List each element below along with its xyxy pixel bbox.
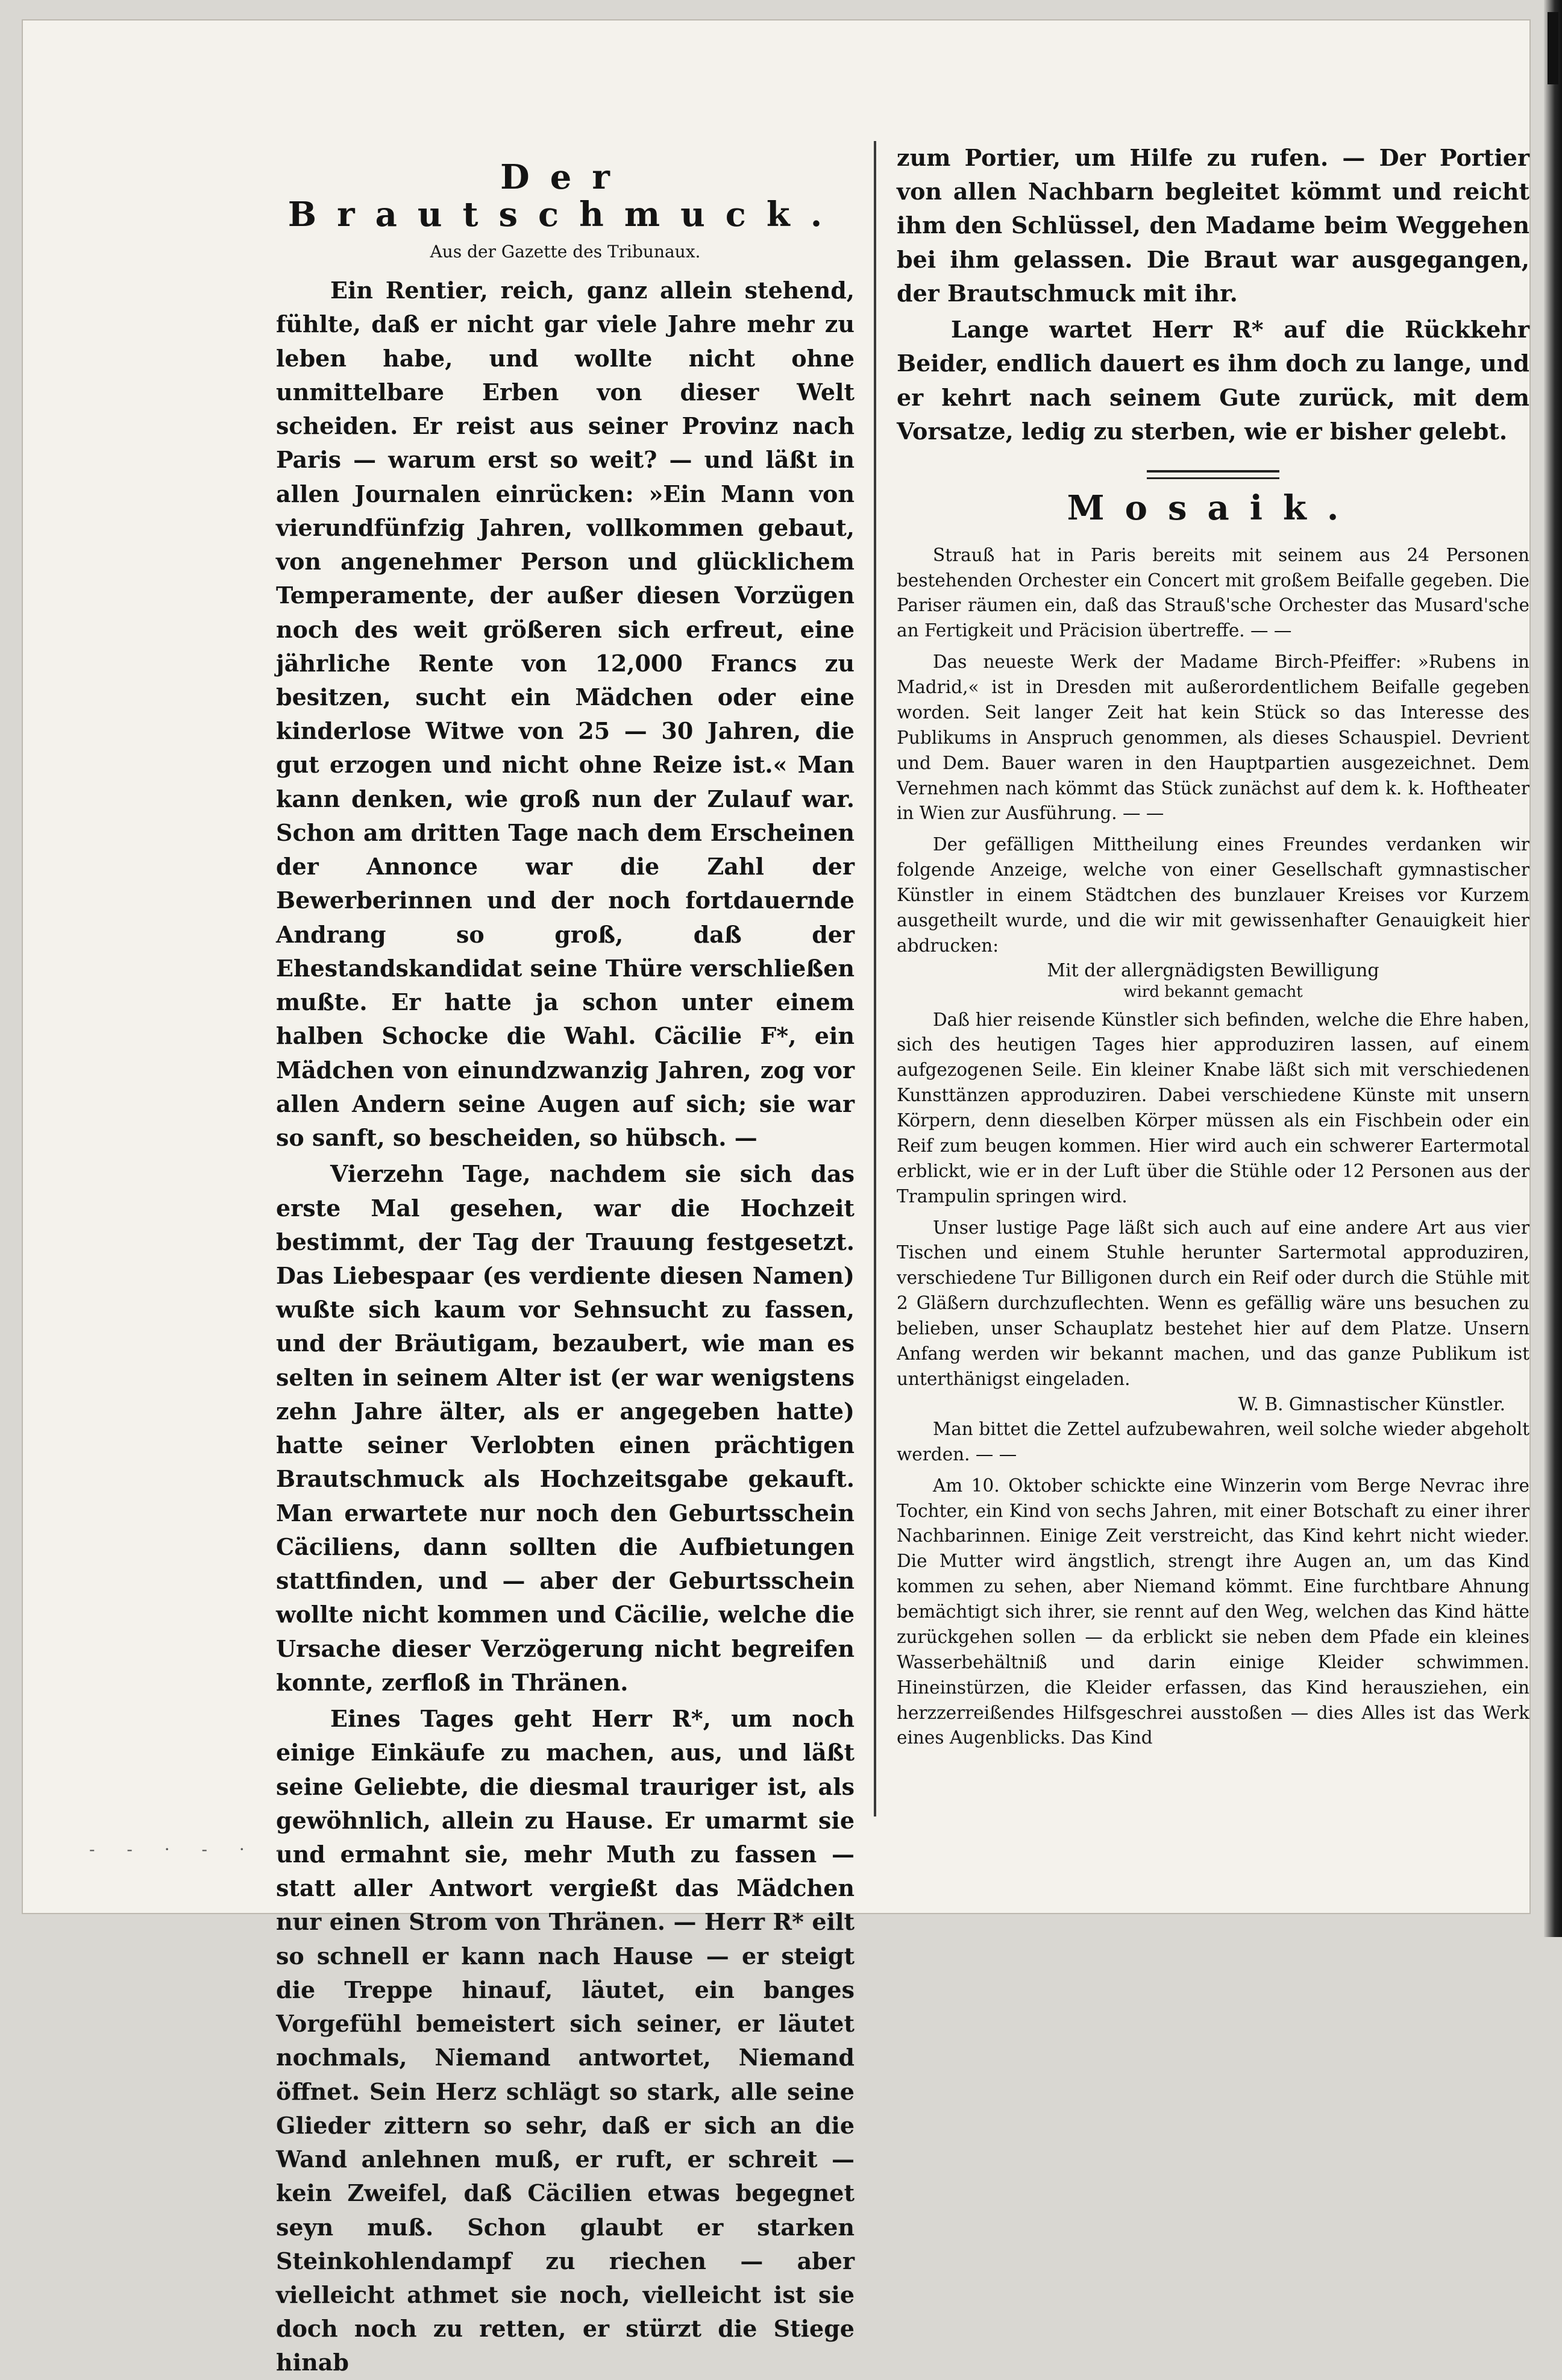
paragraph: Am 10. Oktober schickte eine Winzerin vom Berge Nevrac ihre Tochter, ein Kind von sechs Jahren, mit einer Botschaft zu einer ihrer Nachbarinnen. Einige Zeit verstreicht, das Kind kehrt nicht wieder. Die Mutter wird ängstlich, strengt ihre Augen an, um das Kind kommen zu sehen, aber Niemand kömmt. Eine furchtbare Ahnung bemächtigt sich ihrer, sie rennt auf den Weg, welchen das Kind hätte zurückgehen sollen — da erblickt sie neben dem Pfade ein kleines Wasserbehältniß und darin einige Kleider schwimmen. Hineinstürzen, die Kleider erfassen, das Kind herausziehen, ein herzzerreißendes Hilfsgeschrei ausstoßen — dies Alles ist das Werk eines Augenblicks. Das Kind	[897, 1475, 1529, 1748]
notice-subheading: wird bekannt gemacht	[1123, 982, 1303, 1001]
article-title: Der Brautschmuck.	[287, 157, 843, 234]
newspaper-page	[23, 20, 1529, 2376]
paragraph: Lange wartet Herr R* auf die Rückkehr Beider, endlich dauert es ihm doch zu lange, und er kehrt nach seinem Gute zurück, mit dem Vorsatze, ledig zu sterben, wie er bisher gelebt.	[897, 316, 1529, 445]
paragraph: Daß hier reisende Künstler sich befinden, welche die Ehre haben, sich des heutigen Tages hier approduziren lassen, auf einem aufgezogenen Seile. Ein kleiner Knabe läßt sich mit verschiedenen Kunsttänzen approduziren. Dabei verschiedene Künste mit unsern Körpern, denn dieselben Körper müssen als ein Fischbein oder ein Reif zum beugen kommen. Hier wird auch ein schwerer Eartermotal erblickt, wie er in der Luft über die Stühle oder 12 Personen aus der Trampulin springen wird.	[897, 1009, 1529, 1207]
paragraph: Eines Tages geht Herr R*, um noch einige Einkäufe zu machen, aus, und läßt seine Geliebte, die diesmal trauriger ist, als gewöhnlich, allein zu Hause. Er umarmt sie und ermahnt sie, mehr Muth zu fassen — statt aller Antwort vergießt das Mädchen nur einen Strom von Thränen. — Herr R* eilt so schnell er kann nach Hause — er steigt die Treppe hinauf, läutet, ein banges Vorgefühl bemeistert sich seiner, er läutet nochmals, Niemand antwortet, Niemand öffnet. Sein Herz schlägt so stark, alle seine Glieder zittern so sehr, daß er sich an die Wand anlehnen muß, er ruft, er schreit — kein Zweifel, daß Cäcilien etwas begegnet seyn muß. Schon glaubt er starken Steinkohlendampf zu riechen — aber vielleicht athmet sie noch, vielleicht ist sie doch noch zu retten, er stürzt die Stiege hinab	[276, 1705, 855, 2376]
article-continuation	[897, 141, 1529, 448]
scan-artifacts: - - · - · -	[89, 1839, 296, 1859]
notice-heading: Mit der allergnädigsten Bewilligung	[1047, 959, 1379, 981]
paragraph: Man bittet die Zettel aufzubewahren, weil solche wieder abgeholt werden. — —	[897, 1418, 1529, 1465]
paragraph: Unser lustige Page läßt sich auch auf eine andere Art aus vier Tischen und einem Stuhle herunter Sartermotal approduziren, verschiedene Tur Billigonen durch ein Reif oder durch die Stühle mit 2 Gläßern durchzuflechten. Wenn es gefällig wäre uns besuchen zu belieben, unser Schauplatz bestehet hier auf dem Platze. Unsern Anfang werden wir bekannt machen, und das ganze Publikum ist unterthänigst eingeladen.	[897, 1217, 1529, 1389]
paragraph: zum Portier, um Hilfe zu rufen. — Der Portier von allen Nachbarn begleitet kömmt und reicht ihm den Schlüssel, den Madame beim Weggehen bei ihm gelassen. Die Braut war ausgegangen, der Brautschmuck mit ihr.	[897, 144, 1529, 307]
paragraph: Das neueste Werk der Madame Birch-Pfeiffer: »Rubens in Madrid,« ist in Dresden mit außerordentlichem Beifalle gegeben worden. Seit langer Zeit hat kein Stück so das Interesse des Publikums in Anspruch genommen, als dieses Schauspiel. Devrient und Dem. Bauer waren in den Hauptpartien ausgezeichnet. Dem Vernehmen nach kömmt das Stück zunächst auf dem k. k. Hoftheater in Wien zur Ausführung. — —	[897, 652, 1529, 824]
mosaik-body	[897, 543, 1529, 1751]
notice-signature: W. B. Gimnastischer Künstler.	[1238, 1393, 1505, 1414]
page-edge	[1544, 0, 1562, 1937]
paragraph: Vierzehn Tage, nachdem sie sich das erste Mal gesehen, war die Hochzeit bestimmt, der Tag der Trauung festgesetzt. Das Liebespaar (es verdiente diesen Namen) wußte sich kaum vor Sehnsucht zu fassen, und der Bräutigam, bezaubert, wie man es selten in seinem Alter ist (er war wenigstens zehn Jahre älter, als er angegeben hatte) hatte seiner Verlobten einen prächtigen Brautschmuck als Hochzeitsgabe gekauft. Man erwartete nur noch den Geburtsschein Cäciliens, dann sollten die Aufbietungen stattfinden, und — aber der Geburtsschein wollte nicht kommen und Cäcilie, welche die Ursache dieser Verzögerung nicht begreifen konnte, zerfloß in Thränen.	[276, 1160, 855, 1696]
paragraph: Der gefälligen Mittheilung eines Freundes verdanken wir folgende Anzeige, welche von einer Gesellschaft gymnastischer Künstler in einem Städtchen des bunzlauer Kreises vor Kurzem ausgetheilt wurde, und die wir mit gewissenhafter Genauigkeit hier abdrucken:	[897, 834, 1529, 956]
section-divider	[1147, 470, 1279, 479]
right-column	[897, 141, 1529, 1937]
column-divider	[874, 141, 876, 1816]
section-title: Mosaik.	[1067, 488, 1360, 529]
article-subtitle: Aus der Gazette des Tribunaux.	[430, 242, 701, 262]
paragraph: Strauß hat in Paris bereits mit seinem aus 24 Personen bestehenden Orchester ein Concert mit großem Beifalle gegeben. Die Pariser räumen ein, daß das Strauß'sche Orchester das Musard'sche an Fertigkeit und Präcision übertreffe. — —	[897, 544, 1529, 641]
paragraph: Ein Rentier, reich, ganz allein stehend, fühlte, daß er nicht gar viele Jahre mehr zu leben habe, und wollte nicht ohne unmittelbare Erben von dieser Welt scheiden. Er reist aus seiner Provinz nach Paris — warum erst so weit? — und läßt in allen Journalen einrücken: »Ein Mann von vierundfünfzig Jahren, vollkommen gebaut, von angenehmer Person und glücklichem Temperamente, der außer diesen Vorzügen noch des weit größeren sich erfreut, eine jährliche Rente von 12,000 Francs zu besitzen, sucht ein Mädchen oder eine kinderlose Witwe von 25 — 30 Jahren, die gut erzogen und nicht ohne Reize ist.« Man kann denken, wie groß nun der Zulauf war. Schon am dritten Tage nach dem Erscheinen der Annonce war die Zahl der Bewerberinnen und der noch fortdauernde Andrang so groß, daß der Ehestandskandidat seine Thüre verschließen mußte. Er hatte ja schon unter einem halben Schocke die Wahl. Cäcilie F*, ein Mädchen von einundzwanzig Jahren, zog vor allen Andern seine Augen auf sich; sie war so sanft, so bescheiden, so hübsch. —	[276, 277, 855, 1152]
article-body	[276, 274, 855, 2380]
left-column	[276, 141, 855, 2376]
page-edge-mark	[1548, 12, 1558, 84]
